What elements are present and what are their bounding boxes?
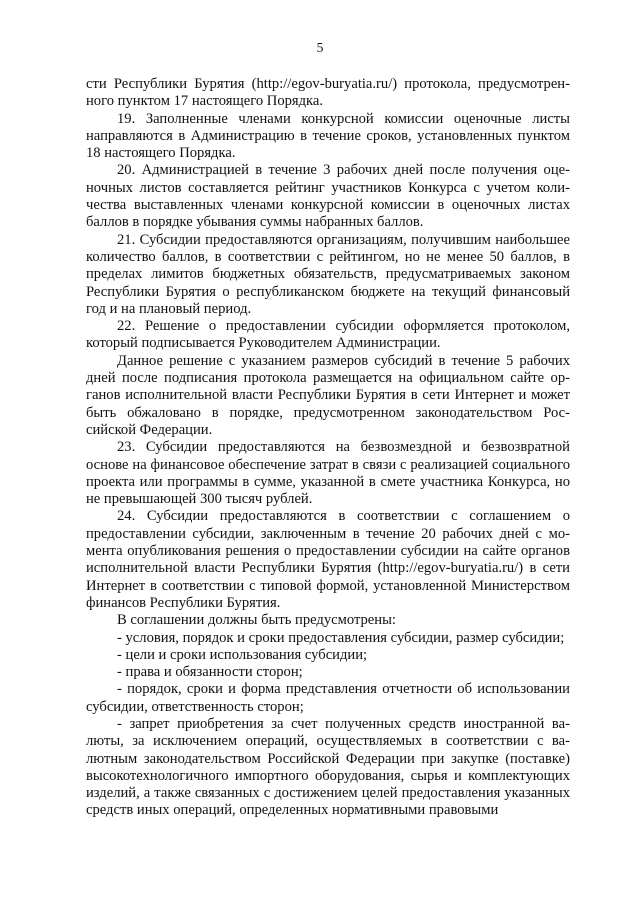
paragraph: - порядок, сроки и форма представления отчетности об использовании субсидии, ответственность сторон; [86, 681, 570, 715]
paragraph: 22. Решение о предоставлении субсидии оформляется протоколом, который подписывается Руководителем Администрации. [86, 318, 570, 352]
paragraph: 24. Субсидии предоставляются в соответствии с соглашением о предоставлении субсидии, заключенным в течение 20 рабочих дней с момента опубликования решения о предоставлении субсидии на сайте органов исполнительной власти Республики Бурятия (http://egov-buryatia.ru/) в сети Интернет в соответствии с типовой формой, установленной Министерством финансов Республики Бурятия. [86, 508, 570, 611]
paragraph: 19. Заполненные членами конкурсной комиссии оценочные листы направляются в Администрацию в течение сроков, установленных пунктом 18 настоящего Порядка. [86, 110, 570, 162]
paragraph: 20. Администрацией в течение 3 рабочих дней после получения оценочных листов составляется рейтинг участников Конкурса с учетом количества выставленных членами конкурсной комиссии в оценочных листах баллов в порядке убывания суммы набранных баллов. [86, 162, 570, 231]
paragraph: сти Республики Бурятия (http://egov-buryatia.ru/) протокола, предусмотренного пунктом 17 настоящего Порядка. [86, 76, 570, 110]
paragraph: - условия, порядок и сроки предоставления субсидии, размер субсидии; [117, 629, 565, 646]
document-body [86, 76, 570, 820]
paragraph: - цели и сроки использования субсидии; [117, 646, 368, 663]
page-number: 5 [316, 40, 324, 55]
paragraph: В соглашении должны быть предусмотрены: [117, 612, 396, 629]
paragraph: Данное решение с указанием размеров субсидий в течение 5 рабочих дней после подписания протокола размещается на официальном сайте органов исполнительной власти Республики Бурятия в сети Интернет и может быть обжаловано в порядке, предусмотренном законодательством Российской Федерации. [86, 352, 570, 438]
paragraph: 21. Субсидии предоставляются организациям, получившим наибольшее количество баллов, в соответствии с рейтингом, но не менее 50 баллов, в пределах лимитов бюджетных обязательств, предусматриваемых законом Республики Бурятия о республиканском бюджете на текущий финансовый год и на плановый период. [86, 231, 570, 317]
paragraph: - запрет приобретения за счет полученных средств иностранной валюты, за исключением операций, осуществляемых в соответствии с валютным законодательством Российской Федерации при закупке (поставке) высокотехнологичного импортного оборудования, сырья и комплектующих изделий, а также связанных с достижением целей предоставления указанных средств иных операций, определенных нормативными правовыми [86, 715, 570, 819]
paragraph: - права и обязанности сторон; [117, 664, 303, 681]
paragraph: 23. Субсидии предоставляются на безвозмездной и безвозвратной основе на финансовое обеспечение затрат в связи с реализацией социального проекта или программы в сумме, указанной в смете участника Конкурса, но не превышающей 300 тысяч рублей. [86, 439, 570, 508]
